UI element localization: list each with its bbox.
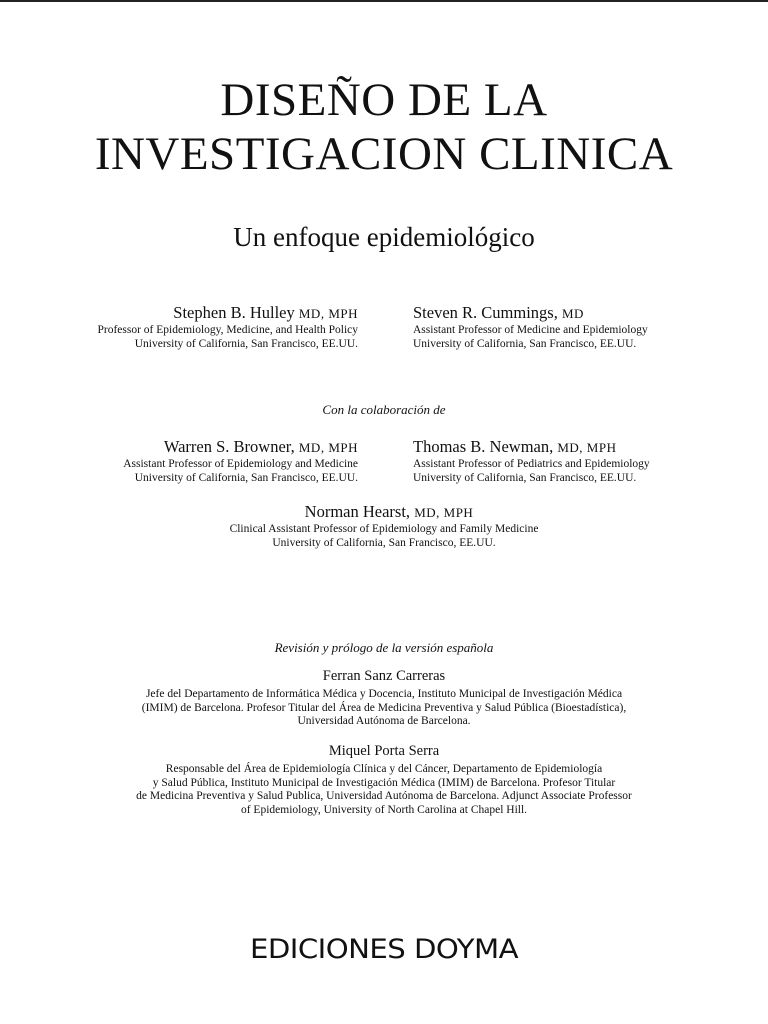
reviewer-line: Universidad Autónoma de Barcelona. [297, 715, 471, 727]
author-university: University of California, San Francisco, EE.UU. [413, 337, 637, 350]
reviewer-sanz [0, 668, 768, 729]
reviewer-line: Jefe del Departamento de Informática Médica y Docencia, Instituto Municipal de Investigación Médica [145, 688, 623, 700]
collaborator-degrees: MD, MPH [557, 440, 617, 455]
author-hulley [97, 303, 358, 351]
collaborator-degrees: MD, MPH [298, 440, 358, 455]
collaborator-university: University of California, San Francisco, EE.UU. [134, 471, 358, 484]
collaborator-name: Norman Hearst, [304, 502, 411, 521]
book-title-line-1: DISEÑO DE LA [220, 74, 548, 126]
reviewer-porta [0, 743, 768, 817]
reviewer-line: of Epidemiology, University of North Carolina at Chapel Hill. [240, 803, 528, 816]
collaborator-name: Thomas B. Newman, [413, 437, 554, 456]
collaborator-degrees: MD, MPH [414, 505, 474, 520]
author-name: Steven R. Cummings, [413, 303, 558, 322]
author-name: Stephen B. Hulley [173, 303, 295, 322]
collaborator-hearst [0, 502, 768, 550]
collaboration-label: Con la colaboración de [322, 402, 446, 417]
author-affiliation: Assistant Professor of Medicine and Epidemiology [413, 324, 648, 336]
author-university: University of California, San Francisco, EE.UU. [134, 337, 358, 350]
collaborator-newman [413, 437, 650, 485]
top-border [0, 0, 768, 2]
author-degrees: MD, MPH [298, 306, 358, 321]
collaborator-affiliation: Assistant Professor of Epidemiology and Medicine [123, 458, 358, 470]
collaborator-affiliation: Assistant Professor of Pediatrics and Epidemiology [413, 458, 650, 470]
author-affiliation: Professor of Epidemiology, Medicine, and Health Policy [97, 324, 358, 336]
reviewer-line: (IMIM) de Barcelona. Profesor Titular del Área de Medicina Preventiva y Salud Pública (Bioestadística), [141, 701, 627, 714]
collaborator-affiliation: Clinical Assistant Professor of Epidemiology and Family Medicine [229, 523, 539, 535]
reviewer-line: y Salud Pública, Instituto Municipal de Investigación Médica (IMIM) de Barcelona. Profesor Titular [152, 776, 616, 789]
revision-label: Revisión y prólogo de la versión española [274, 640, 494, 655]
collaborator-university: University of California, San Francisco, EE.UU. [413, 471, 637, 484]
reviewer-name: Ferran Sanz Carreras [322, 668, 446, 684]
author-degrees: MD [561, 306, 584, 321]
collaborator-university: University of California, San Francisco, EE.UU. [272, 536, 496, 549]
collaborator-browner [123, 437, 358, 485]
reviewer-line: de Medicina Preventiva y Salud Publica, Universidad Autónoma de Barcelona. Adjunct Associate Professor [136, 790, 632, 802]
book-subtitle: Un enfoque epidemiológico [233, 222, 535, 252]
publisher-name: EDICIONES DOYMA [249, 934, 519, 965]
author-cummings [413, 303, 648, 351]
reviewer-name: Miquel Porta Serra [328, 743, 440, 759]
collaborator-name: Warren S. Browner, [163, 437, 295, 456]
book-title-line-2: INVESTIGACION CLINICA [94, 128, 674, 180]
reviewer-line: Responsable del Área de Epidemiología Clínica y del Cáncer, Departamento de Epidemiología [165, 763, 603, 775]
